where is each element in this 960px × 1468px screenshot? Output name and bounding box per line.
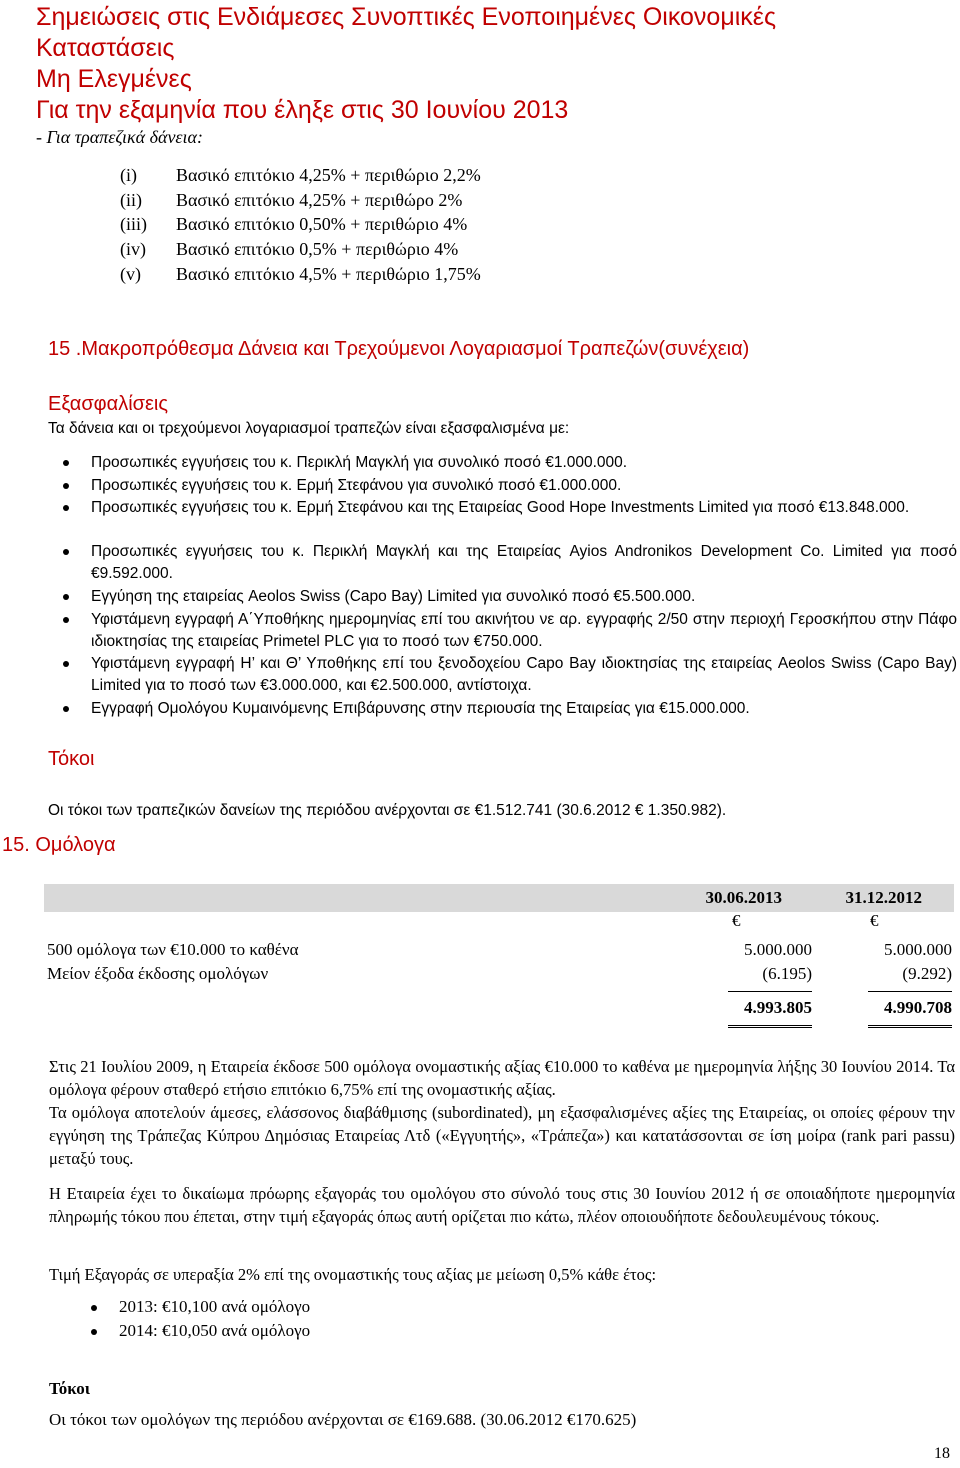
total-double-rule xyxy=(728,1025,812,1028)
security-bullet: Προσωπικές εγγυήσεις του κ. Ερμή Στεφάνου και της Εταιρείας Good Hope Investments Limited για ποσό €13.848.000. xyxy=(91,497,957,519)
sum-rule xyxy=(868,991,952,992)
currency-symbol: € xyxy=(870,911,879,930)
document-title-line-1: Σημειώσεις στις Ενδιάμεσες Συνοπτικές Ενοποιημένες Οικονομικές xyxy=(36,3,776,31)
currency-symbol: € xyxy=(732,911,741,930)
bonds-paragraph: Στις 21 Ιουλίου 2009, η Εταιρεία έκδοσε 500 ομόλογα ονομαστικής αξίας €10.000 το καθένα με ημερομηνία λήξης 30 Ιουνίου 2014. Τα ομόλογα φέρουν σταθερό ετήσιο επιτόκιο 6,75% επί της ονομαστικής αξίας. xyxy=(49,1057,955,1099)
security-bullet: Εγγραφή Ομολόγου Κυμαινόμενης Επιβάρυνσης στην περιουσία της Εταιρείας για €15.000.000. xyxy=(91,698,957,720)
security-bullet: Υφιστάμενη εγγραφή Η’ και Θ’ Υποθήκης επί του ξενοδοχείου Capo Bay ιδιοκτησίας της εταιρείας Aeolos Swiss (Capo Bay) Limited για το ποσό των €3.000.000, και €2.500.000, αντίστοιχα. xyxy=(91,653,957,697)
rate-number: (i) xyxy=(120,165,137,185)
table-row-label: Μείον έξοδα έκδοσης ομολόγων xyxy=(47,964,269,983)
bonds-paragraph: Η Εταιρεία έχει το δικαίωμα πρόωρης εξαγοράς του ομολόγου στο σύνολό τους στις 30 Ιουνίου 2012 ή σε οποιαδήποτε ημερομηνία πληρωμής τόκου που έπεται, στην τιμή εξαγοράς όπως αυτή ορίζεται πιο κάτω, πλέον οποιουδήποτε δεδουλευμένους τόκους. xyxy=(49,1184,955,1226)
bonds-interest-text: Οι τόκοι των ομολόγων της περιόδου ανέρχονται σε €169.688. (30.06.2012 €170.625) xyxy=(49,1410,637,1429)
column-header: 30.06.2013 xyxy=(705,888,782,907)
bonds-paragraph: Τιμή Εξαγοράς σε υπεραξία 2% επί της ονομαστικής τους αξίας με μείωση 0,5% κάθε έτος: xyxy=(49,1265,657,1284)
redemption-item: 2013: €10,100 ανά ομόλογο xyxy=(119,1297,311,1316)
security-bullet: Εγγύηση της εταιρείας Aeolos Swiss (Capo Bay) Limited για συνολικό ποσό €5.500.000. xyxy=(91,586,957,608)
securities-heading: Εξασφαλίσεις xyxy=(48,393,168,415)
total-double-rule xyxy=(868,1025,952,1028)
document-title-line-3: Μη Ελεγμένες xyxy=(36,65,192,93)
security-bullet: Προσωπικές εγγυήσεις του κ. Περικλή Μαγκλή και της Εταιρείας Ayios Andronikos Development Co. Limited για ποσό €9.592.000. xyxy=(91,541,957,585)
bonds-paragraph: Τα ομόλογα αποτελούν άμεσες, ελάσσονος διαβάθμισης (subordinated), μη εξασφαλισμένες αξίες της Εταιρείας, οι οποίες φέρουν την εγγύηση της Τράπεζας Κύπρου Δημόσιας Εταιρείας Λτδ («Εγγυητής», «Τράπεζα») και κατατάσσονται σε ίση μοίρα (rank pari passu) μεταξύ τους. xyxy=(49,1103,955,1168)
table-cell: (6.195) xyxy=(762,964,812,983)
table-cell: 5.000.000 xyxy=(884,940,952,959)
rate-text: Βασικό επιτόκιο 4,25% + περιθώρο 2% xyxy=(176,190,463,210)
bonds-heading: 15. Ομόλογα xyxy=(2,834,116,856)
bonds-interest-heading: Τόκοι xyxy=(49,1379,91,1398)
rate-text: Βασικό επιτόκιο 0,50% + περιθώριο 4% xyxy=(176,214,468,234)
security-bullet: Προσωπικές εγγυήσεις του κ. Ερμή Στεφάνου για συνολικό ποσό €1.000.000. xyxy=(91,475,957,497)
redemption-item: 2014: €10,050 ανά ομόλογο xyxy=(119,1321,311,1340)
sum-rule xyxy=(728,991,812,992)
table-cell: (9.292) xyxy=(902,964,952,983)
document-title-line-2: Καταστάσεις xyxy=(36,34,175,62)
security-bullet: Υφιστάμενη εγγραφή Α΄Υποθήκης ημερομηνίας επί του ακινήτου νε αρ. εγγραφής 2/50 στην περιοχή Γεροσκήπου στην Πάφο ιδιοκτησίας της εταιρείας Primetel PLC για το ποσό των €750.000. xyxy=(91,609,957,653)
loans-intro: - Για τραπεζικά δάνεια: xyxy=(36,127,203,147)
rate-text: Βασικό επιτόκιο 4,25% + περιθώριο 2,2% xyxy=(176,165,481,185)
column-header: 31.12.2012 xyxy=(845,888,922,907)
interest-heading: Τόκοι xyxy=(48,748,95,770)
table-cell: 5.000.000 xyxy=(744,940,812,959)
section-heading: 15 .Μακροπρόθεσμα Δάνεια και Τρεχούμενοι Λογαριασμοί Τραπεζών(συνέχεια) xyxy=(48,338,750,360)
rate-number: (v) xyxy=(120,264,141,284)
rate-text: Βασικό επιτόκιο 4,5% + περιθώριο 1,75% xyxy=(176,264,481,284)
rate-text: Βασικό επιτόκιο 0,5% + περιθώριο 4% xyxy=(176,239,459,259)
security-bullet: Προσωπικές εγγυήσεις του κ. Περικλή Μαγκλή για συνολικό ποσό €1.000.000. xyxy=(91,452,957,474)
table-row-label: 500 ομόλογα των €10.000 το καθένα xyxy=(47,940,299,959)
securities-intro: Τα δάνεια και οι τρεχούμενοι λογαριασμοί τραπεζών είναι εξασφαλισμένα με: xyxy=(48,420,570,437)
page-number: 18 xyxy=(934,1445,950,1462)
rate-number: (iv) xyxy=(120,239,146,259)
bank-interest-text: Οι τόκοι των τραπεζικών δανείων της περιόδου ανέρχονται σε €1.512.741 (30.6.2012 € 1.350.982). xyxy=(48,802,727,819)
table-total: 4.990.708 xyxy=(884,998,952,1017)
rate-number: (ii) xyxy=(120,190,142,210)
rate-number: (iii) xyxy=(120,214,147,234)
table-total: 4.993.805 xyxy=(744,998,812,1017)
document-title-line-4: Για την εξαμηνία που έληξε στις 30 Ιουνίου 2013 xyxy=(36,96,569,124)
